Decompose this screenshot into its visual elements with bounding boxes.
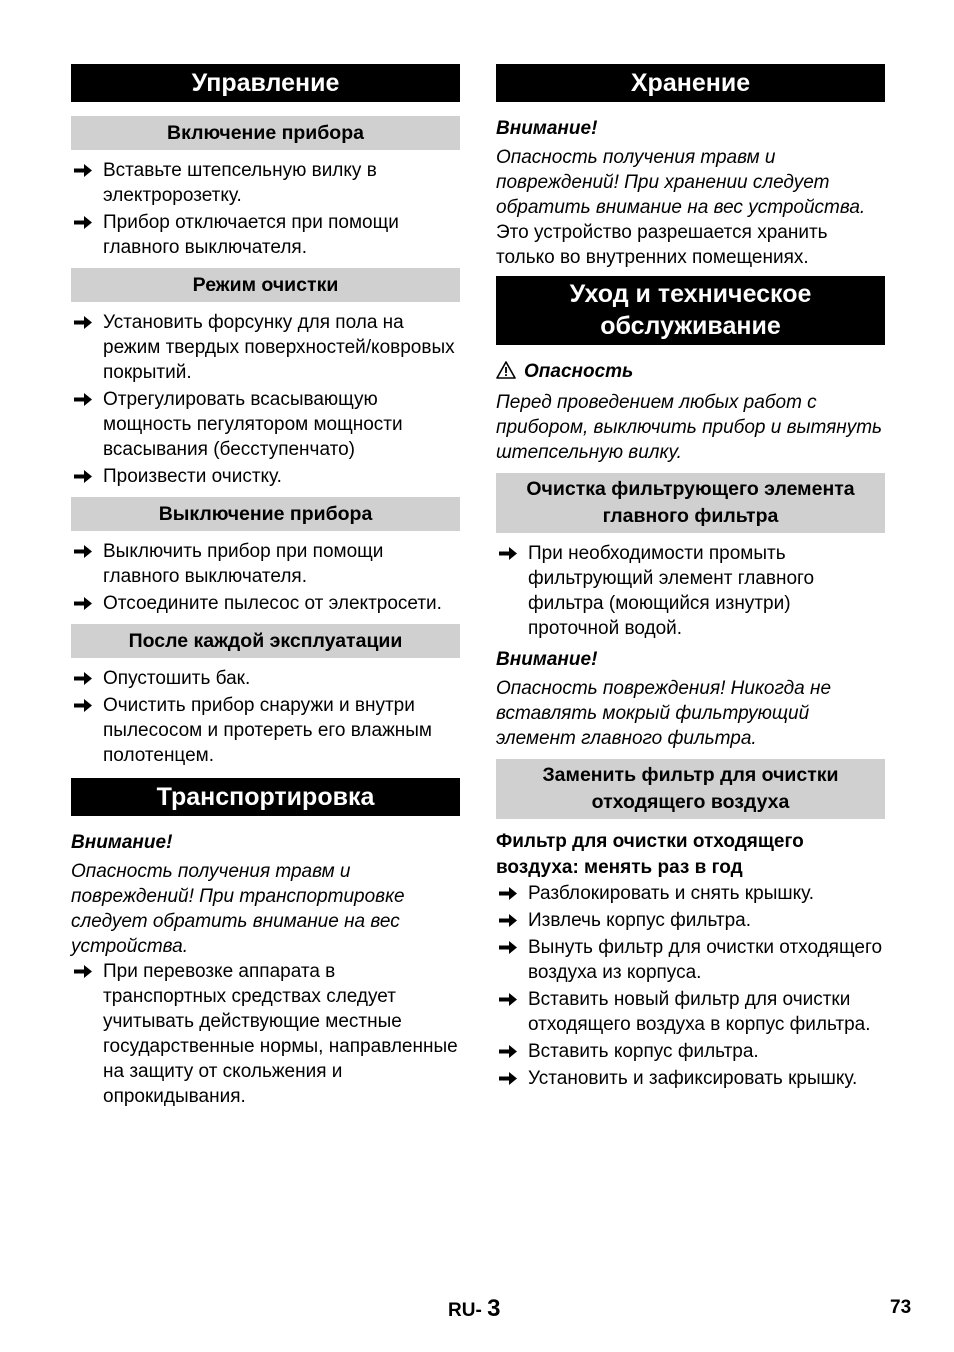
arrow-right-icon bbox=[498, 545, 518, 562]
warning-text: Опасность получения травм и повреждений! При транспортировке следует обратить внимание на вес устройства. bbox=[71, 861, 405, 957]
list-cleaning-mode bbox=[71, 310, 460, 489]
list-item: Вставить новый фильтр для очистки отходящего воздуха в корпус фильтра. bbox=[496, 987, 885, 1037]
arrow-right-icon bbox=[73, 162, 93, 179]
exhaust-filter-note: Фильтр для очистки отходящего воздуха: менять раз в год bbox=[496, 831, 804, 878]
arrow-right-icon bbox=[73, 391, 93, 408]
warning-title: Внимание! bbox=[496, 649, 598, 670]
section-title-operation: Управление bbox=[71, 64, 460, 102]
left-column bbox=[71, 64, 460, 1111]
subsection-title-exhaust-filter: Заменить фильтр для очистки отходящего воздуха bbox=[496, 759, 885, 819]
list-item: При необходимости промыть фильтрующий элемент главного фильтра (моющийся изнутри) проточной водой. bbox=[496, 541, 885, 641]
warning-text: Опасность повреждения! Никогда не вставлять мокрый фильтрующий элемент главного фильтра. bbox=[496, 678, 832, 749]
warning-text: Опасность получения травм и повреждений! При хранении следует обратить внимание на вес устройства. bbox=[496, 147, 866, 218]
list-item: Произвести очистку. bbox=[71, 464, 460, 489]
list-item: Вставьте штепсельную вилку в электророзетку. bbox=[71, 158, 460, 208]
subsection-title-main-filter: Очистка фильтрующего элемента главного фильтра bbox=[496, 473, 885, 533]
arrow-right-icon bbox=[73, 595, 93, 612]
arrow-right-icon bbox=[73, 314, 93, 331]
right-column bbox=[496, 64, 885, 1093]
subsection-title-cleaning-mode: Режим очистки bbox=[71, 268, 460, 302]
list-item: Разблокировать и снять крышку. bbox=[496, 881, 885, 906]
danger-title: Опасность bbox=[496, 359, 885, 386]
arrow-right-icon bbox=[73, 543, 93, 560]
arrow-right-icon bbox=[73, 963, 93, 980]
list-after-use bbox=[71, 666, 460, 768]
list-transport bbox=[71, 959, 460, 1109]
section-title-storage: Хранение bbox=[496, 64, 885, 102]
list-item: Вставить корпус фильтра. bbox=[496, 1039, 885, 1064]
arrow-right-icon bbox=[73, 670, 93, 687]
arrow-right-icon bbox=[73, 697, 93, 714]
list-item: Выключить прибор при помощи главного выключателя. bbox=[71, 539, 460, 589]
footer-section-label: RU- 3 bbox=[448, 1295, 501, 1322]
list-item: При перевозке аппарата в транспортных средствах следует учитывать действующие местные государственные нормы, направленные на защиту от скольжения и опрокидывания. bbox=[71, 959, 460, 1109]
arrow-right-icon bbox=[73, 468, 93, 485]
list-item: Установить и зафиксировать крышку. bbox=[496, 1066, 885, 1091]
arrow-right-icon bbox=[73, 214, 93, 231]
arrow-right-icon bbox=[498, 912, 518, 929]
warning-title: Внимание! bbox=[496, 118, 598, 139]
arrow-right-icon bbox=[498, 885, 518, 902]
subsection-title-power-on: Включение прибора bbox=[71, 116, 460, 150]
list-item: Вынуть фильтр для очистки отходящего воздуха из корпуса. bbox=[496, 935, 885, 985]
storage-text: Это устройство разрешается хранить только во внутренних помещениях. bbox=[496, 222, 828, 268]
list-item: Извлечь корпус фильтра. bbox=[496, 908, 885, 933]
list-item: Отсоедините пылесос от электросети. bbox=[71, 591, 460, 616]
warning-title: Внимание! bbox=[71, 832, 173, 853]
subsection-title-after-use: После каждой эксплуатации bbox=[71, 624, 460, 658]
list-item: Установить форсунку для пола на режим твердых поверхностей/ковровых покрытий. bbox=[71, 310, 460, 385]
list-item: Опустошить бак. bbox=[71, 666, 460, 691]
arrow-right-icon bbox=[498, 1070, 518, 1087]
arrow-right-icon bbox=[498, 1043, 518, 1060]
list-item: Очистить прибор снаружи и внутри пылесосом и протереть его влажным полотенцем. bbox=[71, 693, 460, 768]
danger-text: Перед проведением любых работ с прибором, выключить прибор и вытянуть штепсельную вилку. bbox=[496, 392, 883, 463]
arrow-right-icon bbox=[498, 991, 518, 1008]
list-main-filter bbox=[496, 541, 885, 641]
list-power-off bbox=[71, 539, 460, 616]
section-title-transport: Транспортировка bbox=[71, 778, 460, 816]
list-power-on bbox=[71, 158, 460, 260]
list-exhaust-filter bbox=[496, 881, 885, 1091]
list-item: Прибор отключается при помощи главного выключателя. bbox=[71, 210, 460, 260]
section-title-care: Уход и техническое обслуживание bbox=[496, 276, 885, 345]
subsection-title-power-off: Выключение прибора bbox=[71, 497, 460, 531]
list-item: Отрегулировать всасывающую мощность пегулятором мощности всасывания (бесступенчато) bbox=[71, 387, 460, 462]
arrow-right-icon bbox=[498, 939, 518, 956]
page-number: 73 bbox=[890, 1297, 912, 1318]
warning-triangle-icon bbox=[496, 361, 516, 386]
